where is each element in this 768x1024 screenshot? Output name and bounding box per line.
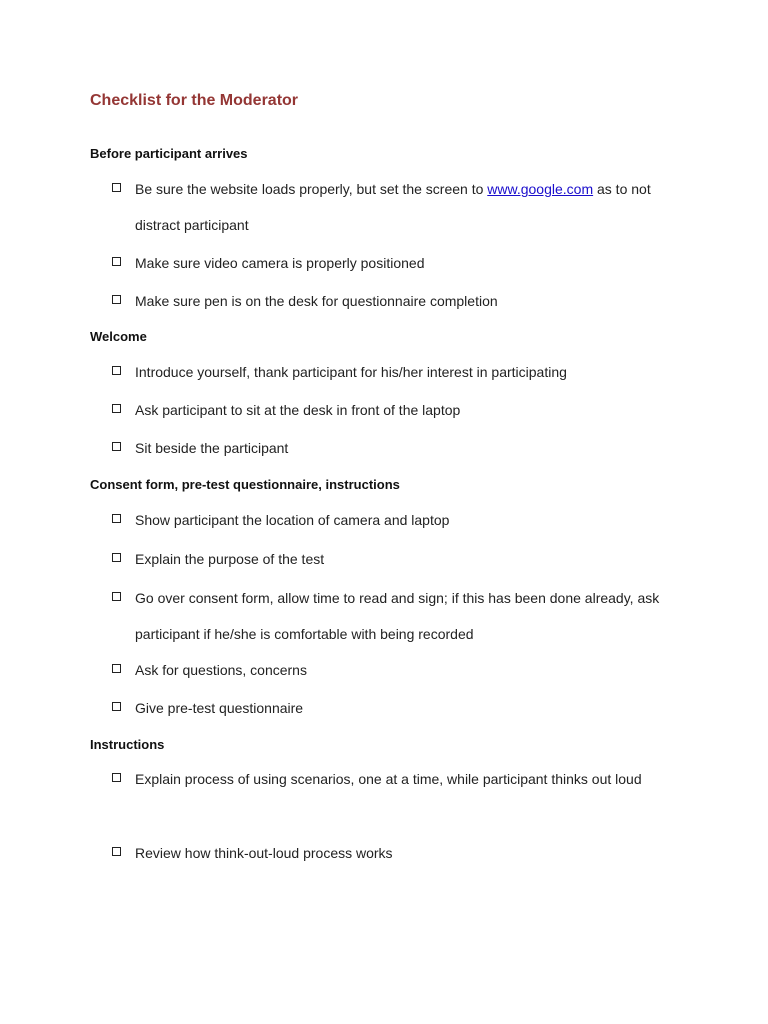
checklist-item [112, 502, 682, 538]
checkbox[interactable] [112, 702, 121, 711]
checklist-item [112, 392, 682, 428]
checkbox[interactable] [112, 366, 121, 375]
checkbox[interactable] [112, 514, 121, 523]
checklist-item-text: Ask participant to sit at the desk in front of the laptop [135, 402, 461, 418]
checkbox[interactable] [112, 183, 121, 192]
checkbox[interactable] [112, 442, 121, 451]
checklist-item-text: Review how think-out-loud process works [135, 845, 393, 861]
checklist-item [112, 354, 682, 390]
checklist-item-text: Explain the purpose of the test [135, 551, 325, 567]
checklist-item [112, 690, 682, 726]
checklist-item [112, 580, 682, 652]
checklist-item [112, 245, 682, 281]
checklist-item [112, 835, 682, 871]
page-title: Checklist for the Moderator [90, 92, 299, 109]
checkbox[interactable] [112, 773, 121, 782]
checklist-item-text: Give pre-test questionnaire [135, 700, 304, 716]
section-heading-welcome: Welcome [90, 329, 147, 344]
checklist-item [112, 171, 682, 243]
checkbox[interactable] [112, 847, 121, 856]
section-heading-before-participant-arrives: Before participant arrives [90, 146, 248, 161]
checkbox[interactable] [112, 664, 121, 673]
checklist-item [112, 430, 682, 466]
checklist-item-text: Introduce yourself, thank participant for his/her interest in participating [135, 364, 567, 380]
checklist-item-text: Go over consent form, allow time to read and sign; if this has been done already, ask participant if he/she is comfortable with being recorded [135, 590, 660, 642]
checklist-item-text: Show participant the location of camera and laptop [135, 512, 450, 528]
checkbox[interactable] [112, 295, 121, 304]
checklist-item [112, 541, 682, 577]
checkbox[interactable] [112, 592, 121, 601]
checklist-item-text: Sit beside the participant [135, 440, 289, 456]
checklist-item [112, 283, 682, 319]
checklist-item-text: Explain process of using scenarios, one at a time, while participant thinks out loud [135, 771, 642, 787]
section-heading-instructions: Instructions [90, 737, 165, 752]
checkbox[interactable] [112, 257, 121, 266]
checklist-item-text: Be sure the website loads properly, but set the screen to www.google.com as to not distract participant [135, 181, 651, 233]
google-link[interactable]: www.google.com [487, 181, 594, 197]
section-heading-consent-form: Consent form, pre-test questionnaire, instructions [90, 477, 400, 492]
checklist-item [112, 761, 682, 797]
checklist-item-text: Ask for questions, concerns [135, 662, 307, 678]
checklist-item [112, 652, 682, 688]
checkbox[interactable] [112, 553, 121, 562]
checklist-item-text: Make sure video camera is properly positioned [135, 255, 425, 271]
checkbox[interactable] [112, 404, 121, 413]
checklist-item-text: Make sure pen is on the desk for questionnaire completion [135, 293, 498, 309]
